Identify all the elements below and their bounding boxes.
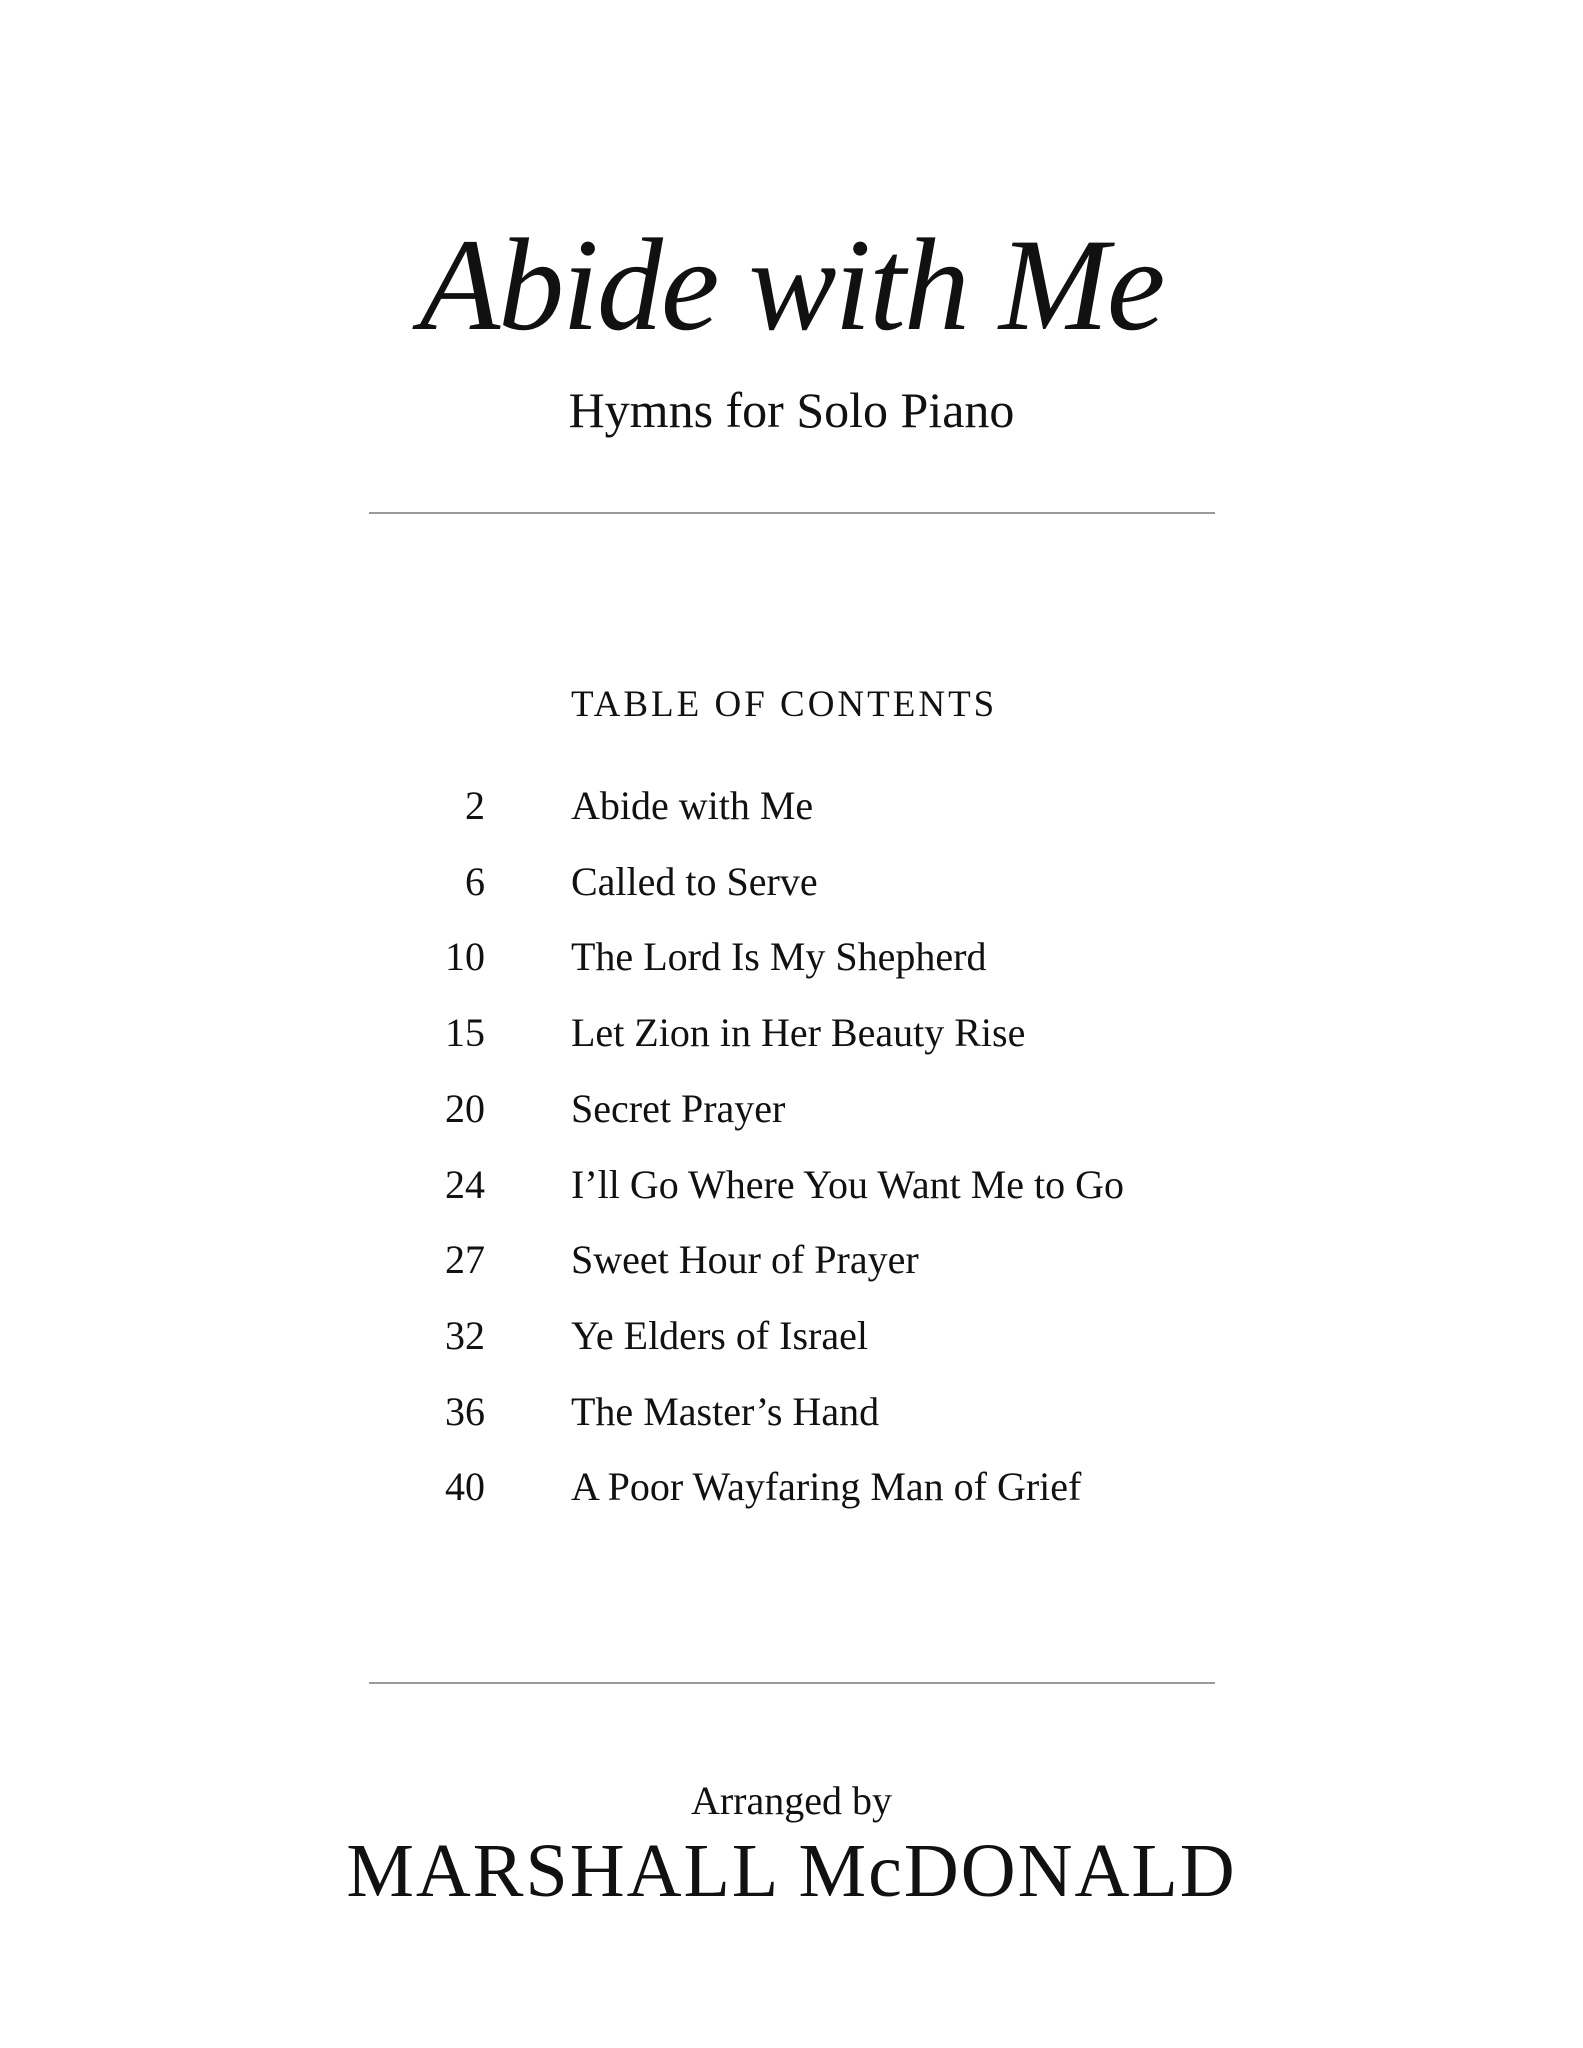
toc-entry <box>0 1382 1583 1442</box>
toc-entry-title: The Master’s Hand <box>571 1388 880 1434</box>
toc-page-number: 10 <box>445 934 485 980</box>
toc-entry-title: Let Zion in Her Beauty Rise <box>571 1010 1026 1056</box>
toc-entry-title: The Lord Is My Shepherd <box>571 934 987 980</box>
toc-page-number: 40 <box>445 1464 485 1510</box>
toc-entry <box>0 776 1583 836</box>
book-subtitle: Hymns for Solo Piano <box>568 382 1015 438</box>
toc-entry <box>0 1306 1583 1366</box>
toc-entry <box>0 1457 1583 1517</box>
toc-entry-title: A Poor Wayfaring Man of Grief <box>571 1464 1082 1510</box>
divider-bottom <box>369 1682 1215 1684</box>
toc-entry <box>0 927 1583 987</box>
toc-entry-title: Secret Prayer <box>571 1085 786 1131</box>
toc-page-number: 15 <box>445 1010 485 1056</box>
toc-page-number: 32 <box>445 1312 485 1358</box>
toc-page-number: 2 <box>465 783 485 828</box>
toc-page-number: 20 <box>445 1085 485 1131</box>
toc-page-number: 27 <box>445 1237 485 1283</box>
toc-entry <box>0 1003 1583 1063</box>
toc-entry <box>0 1155 1583 1215</box>
toc-page-number: 6 <box>465 858 485 904</box>
toc-entry-title: Ye Elders of Israel <box>571 1312 868 1358</box>
toc-entry-title: Sweet Hour of Prayer <box>571 1237 919 1283</box>
divider-top <box>369 512 1215 514</box>
toc-heading: TABLE OF CONTENTS <box>571 684 998 725</box>
toc-entry-title: I’ll Go Where You Want Me to Go <box>571 1161 1125 1207</box>
toc-entry <box>0 852 1583 912</box>
toc-entry <box>0 1230 1583 1290</box>
toc-entry-title: Abide with Me <box>571 783 814 828</box>
book-title: Abide with Me <box>419 211 1164 358</box>
arranger-name: MARSHALL McDONALD <box>346 1829 1237 1913</box>
toc-page-number: 24 <box>445 1161 485 1207</box>
arranged-by-label: Arranged by <box>690 1778 893 1823</box>
toc-entry <box>0 1079 1583 1139</box>
toc-page-number: 36 <box>445 1388 485 1434</box>
toc-entry-title: Called to Serve <box>571 858 818 904</box>
